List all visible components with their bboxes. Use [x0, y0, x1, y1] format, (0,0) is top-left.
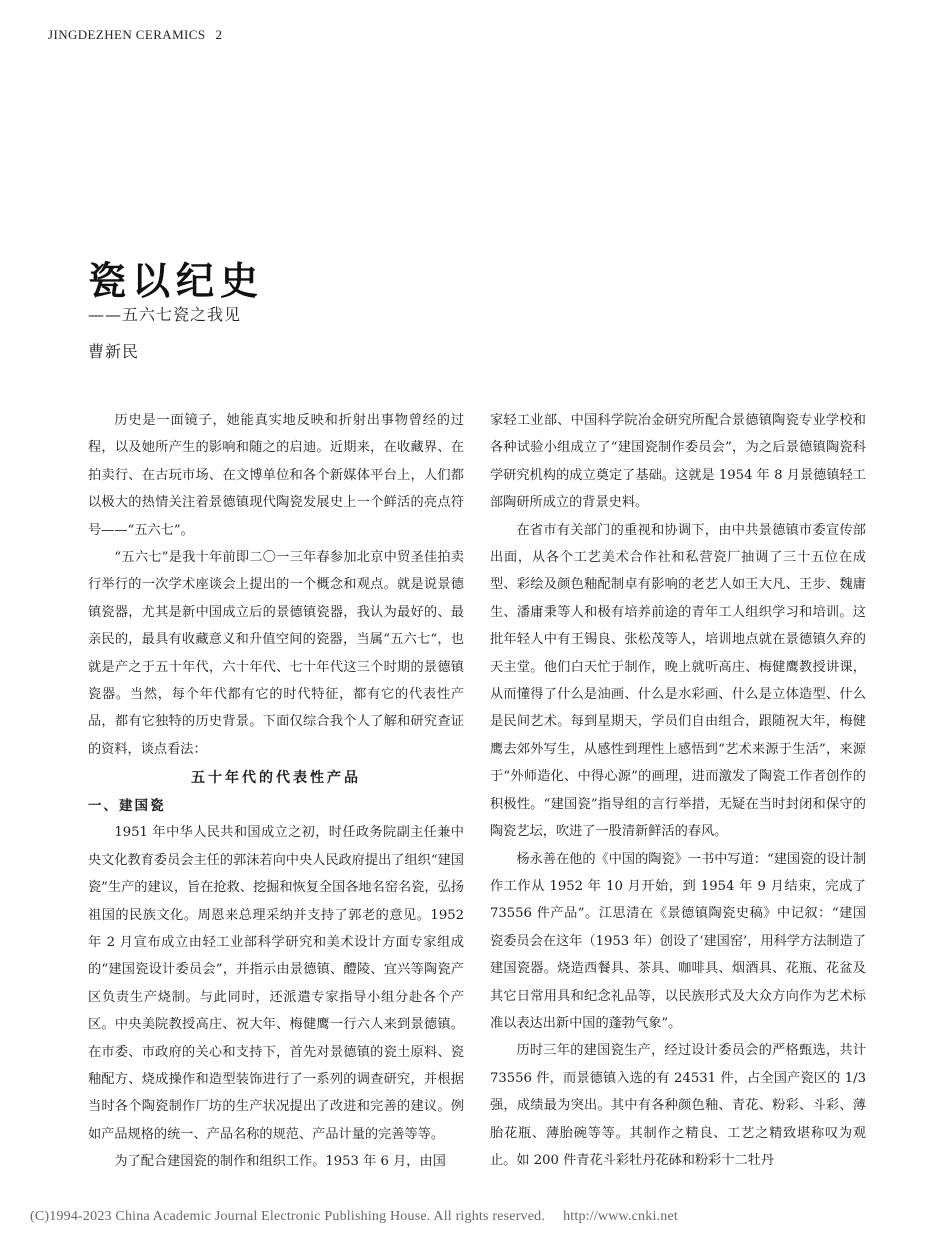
section-heading: 五十年代的代表性产品	[191, 770, 361, 787]
page-number: 2	[215, 27, 223, 42]
journal-name: JINGDEZHEN CERAMICS	[48, 27, 206, 42]
right-column	[490, 407, 866, 1174]
footer-url[interactable]: http://www.cnki.net	[563, 1209, 678, 1224]
copyright-notice: (C)1994-2023 China Academic Journal Electronic Publishing House. All rights reserved.	[30, 1209, 546, 1224]
article-title: 瓷以纪史	[88, 258, 265, 303]
paragraph: 为了配合建国瓷的制作和组织工作。1953 年 6 月，由国	[114, 1154, 446, 1170]
paragraph: 家轻工业部、中国科学院冶金研究所配合景德镇陶瓷专业学校和各种试验小组成立了“建国瓷制作委员会”，为之后景德镇陶瓷科学研究机构的成立奠定了基础。这就是 1954 年 8 月景德镇轻工部陶研所成立的背景史料。	[490, 413, 866, 511]
article-subtitle: ——五六七瓷之我见	[88, 305, 242, 324]
running-head	[48, 27, 222, 43]
footer	[30, 1209, 678, 1225]
paragraph: 在省市有关部门的重视和协调下，由中共景德镇市委宣传部出面，从各个工艺美术合作社和私营瓷厂抽调了三十五位在成型、彩绘及颜色釉配制卓有影响的老艺人如王大凡、王步、魏庸生、潘庸秉等人和极有培养前途的青年工人组织学习和培训。这批年轻人中有王锡良、张松茂等人，培训地点就在景德镇久弃的天主堂。他们白天忙于制作，晚上就听高庄、梅健鹰教授讲课，从而懂得了什么是油画、什么是水彩画、什么是立体造型、什么是民间艺术。每到星期天，学员们自由组合，跟随祝大年，梅健鹰去郊外写生，从感性到理性上感悟到“艺术来源于生活”，来源于“外师造化、中得心源”的画理，进而激发了陶瓷工作者创作的积极性。“建国瓷”指导组的言行举措，无疑在当时封闭和保守的陶瓷艺坛，吹进了一股清新鲜活的春风。	[490, 522, 866, 840]
sub-heading: 一、建国瓷	[88, 798, 166, 815]
paragraph: 历史是一面镜子，她能真实地反映和折射出事物曾经的过程，以及她所产生的影响和随之的启迪。近期来，在收藏界、在拍卖行、在古玩市场、在文博单位和各个新媒体平台上，人们都以极大的热情关注着景德镇现代陶瓷发展史上一个鲜活的亮点符号——“五六七”。	[88, 413, 464, 538]
article-author: 曹新民	[88, 342, 140, 361]
paragraph: 历时三年的建国瓷生产，经过设计委员会的严格甄选，共计 73556 件，而景德镇入选的有 24531 件，占全国产瓷区的 1/3 强，成绩最为突出。其中有各种颜色釉、青花、粉彩、斗彩、薄胎花瓶、薄胎碗等等。其制作之精良、工艺之精致堪称叹为观止。如 200 件青花斗彩牡丹花砵和粉彩十二牡丹	[490, 1043, 866, 1168]
paragraph: “五六七”是我十年前即二〇一三年春参加北京中贸圣佳拍卖行举行的一次学术座谈会上提出的一个概念和观点。就是说景德镇瓷器，尤其是新中国成立后的景德镇瓷器，我认为最好的、最亲民的，最具有收藏意义和升值空间的瓷器，当属“五六七“，也就是产之于五十年代，六十年代、七十年代这三个时期的景德镇瓷器。当然，每个年代都有它的时代特征，都有它的代表性产品，都有它独特的历史背景。下面仅综合我个人了解和研究查证的资料，谈点看法：	[88, 550, 464, 757]
left-column	[88, 407, 464, 1176]
paragraph: 1951 年中华人民共和国成立之初，时任政务院副主任兼中央文化教育委员会主任的郭沫若向中央人民政府提出了组织“建国瓷”生产的建议，旨在抢救、挖掘和恢复全国各地名窑名瓷，弘扬祖国的民族文化。周恩来总理采纳并支持了郭老的意见。1952 年 2 月宣布成立由轻工业部科学研究和美术设计方面专家组成的“建国瓷设计委员会”，并指示由景德镇、醴陵、宜兴等陶瓷产区负责生产烧制。与此同时，还派遣专家指导小组分赴各个产区。中央美院教授高庄、祝大年、梅健鹰一行六人来到景德镇。在市委、市政府的关心和支持下，首先对景德镇的瓷土原料、瓷釉配方、烧成操作和造型装饰进行了一系列的调查研究，并根据当时各个陶瓷制作厂坊的生产状况提出了改进和完善的建议。例如产品规格的统一、产品名称的规范、产品计量的完善等等。	[88, 825, 464, 1142]
paragraph: 杨永善在他的《中国的陶瓷》一书中写道：“建国瓷的设计制作工作从 1952 年 10 月开始，到 1954 年 9 月结束，完成了 73556 件产品”。江思清在《景德镇陶瓷史稿》中记叙：“建国瓷委员会在这年（1953 年）创设了‘建国窑’，用科学方法制造了建国瓷器。烧造西餐具、茶具、咖啡具、烟酒具、花瓶、花盆及其它日常用具和纪念礼品等，以民族形式及大众方向作为艺术标准以表达出新中国的蓬勃气象”。	[490, 851, 867, 1031]
